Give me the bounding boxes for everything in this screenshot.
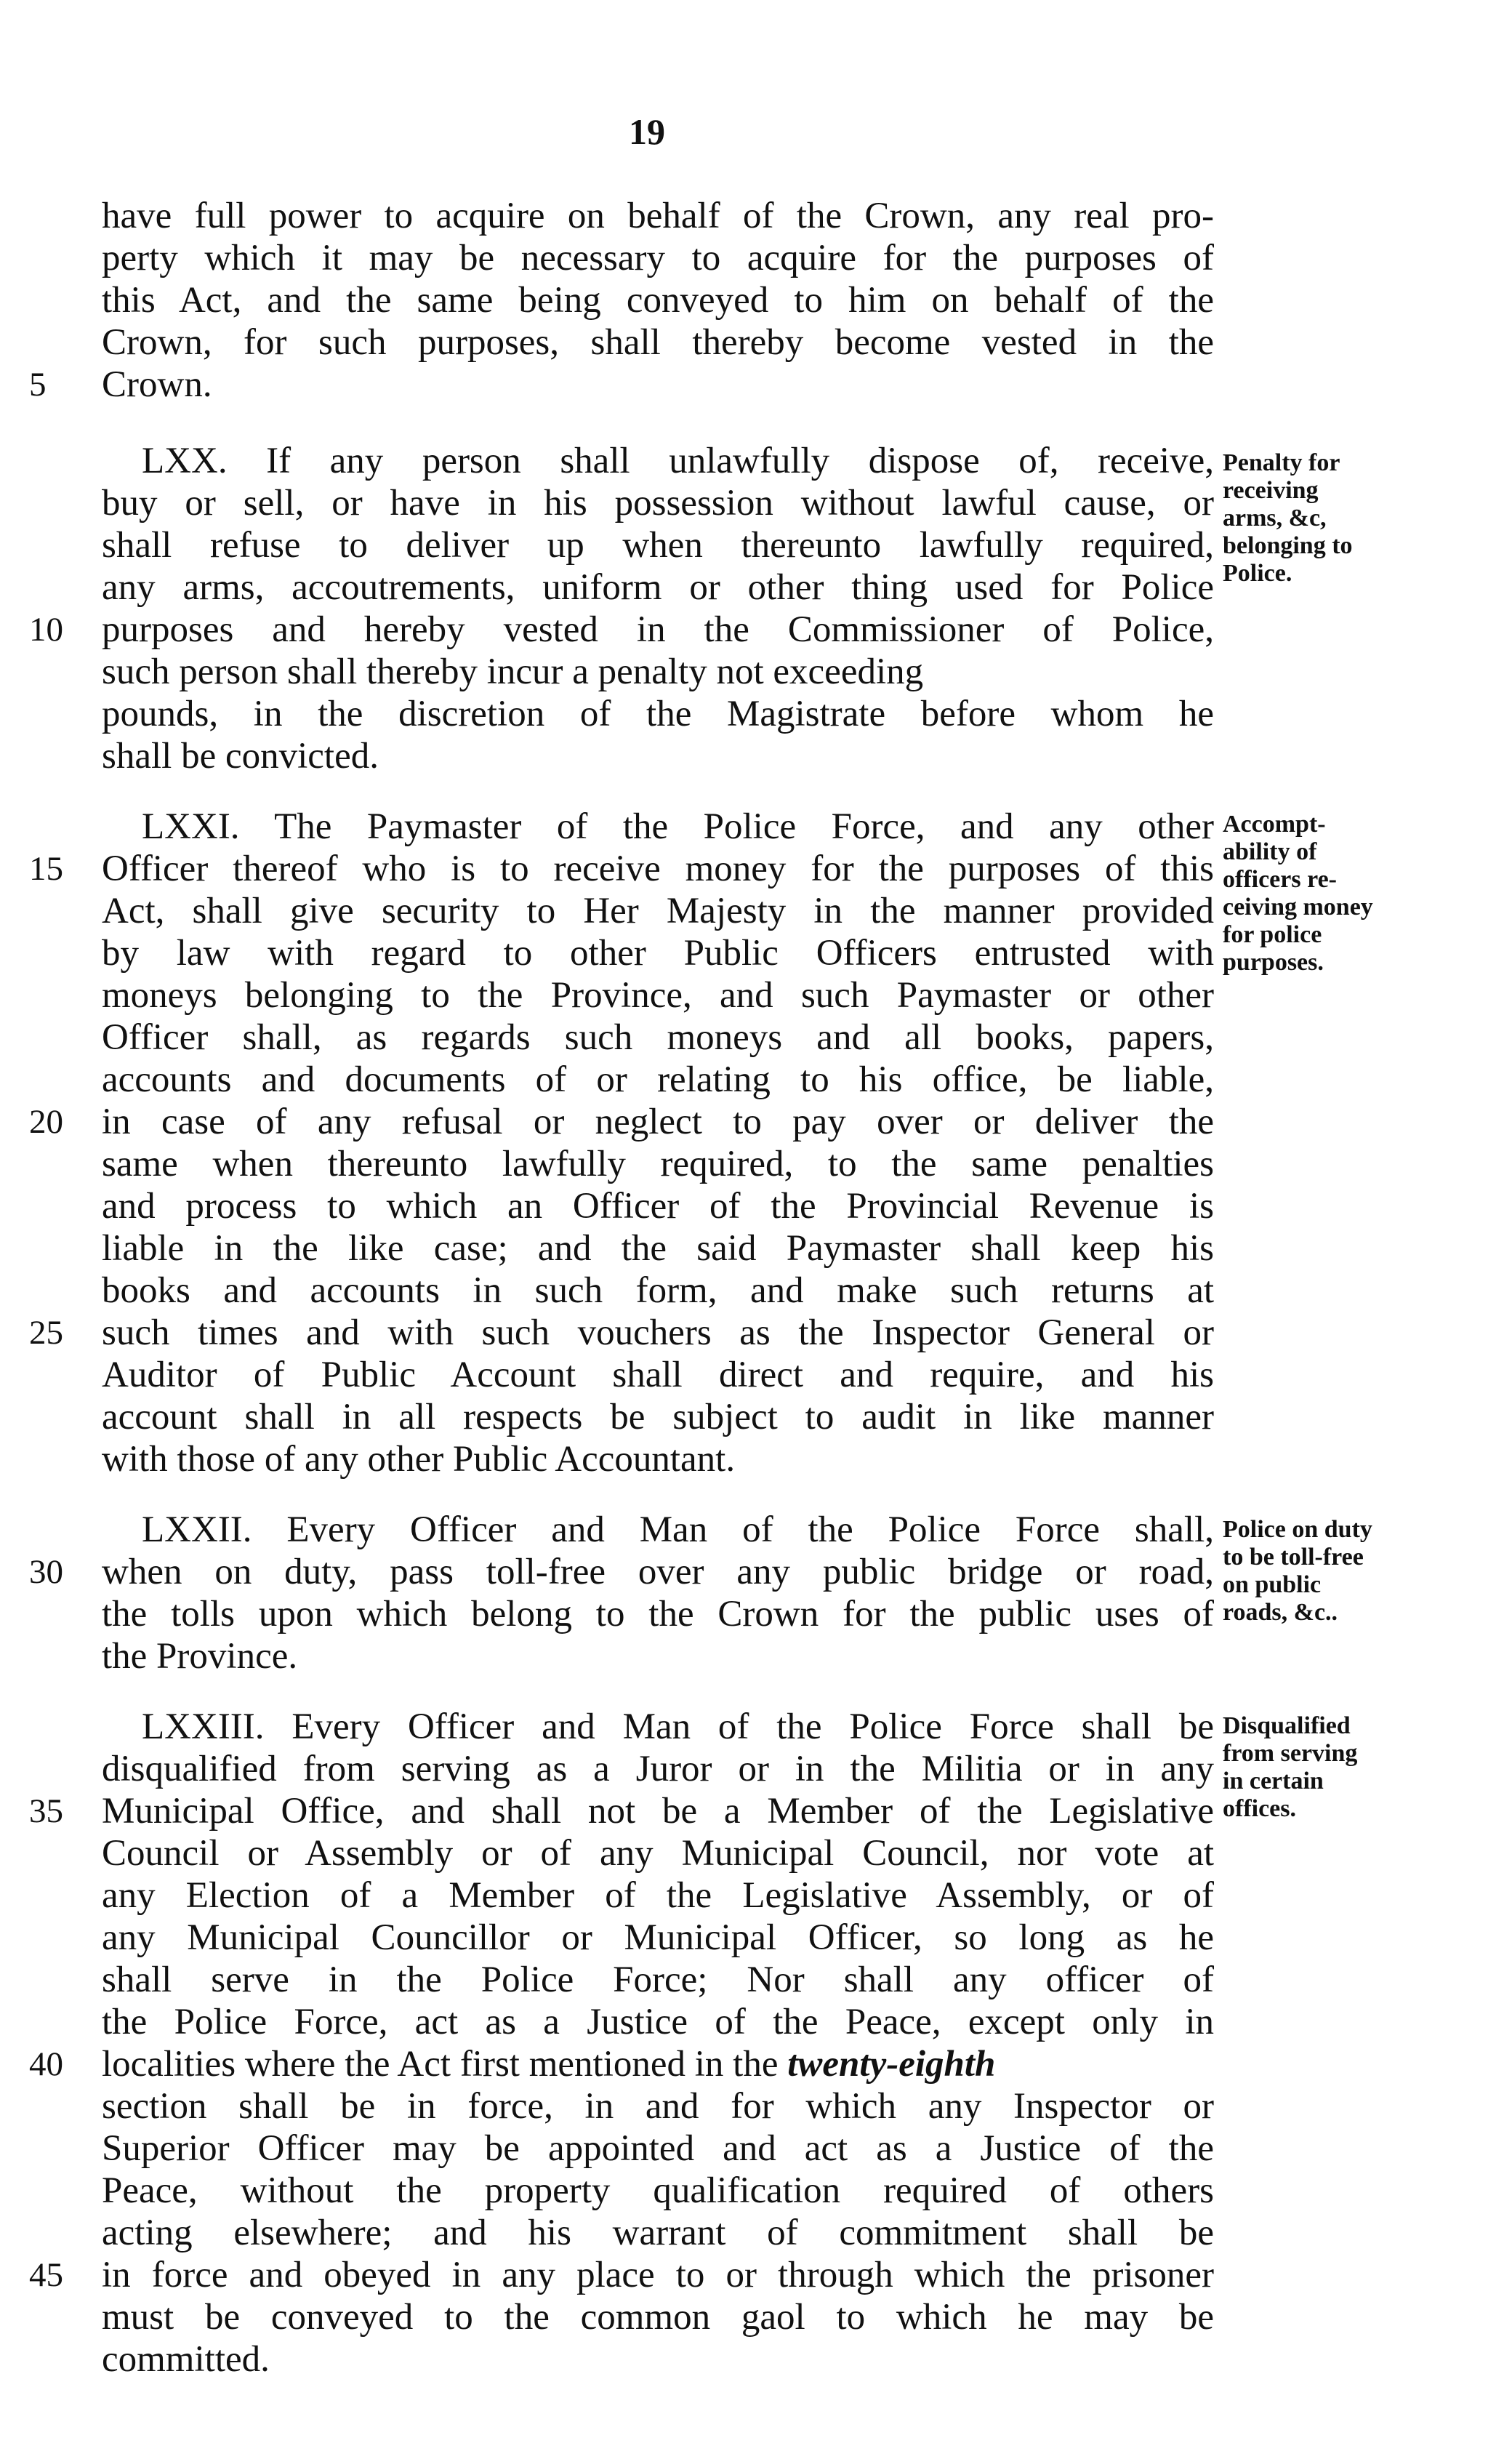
text-line: pounds, in the discretion of the Magistrate before whom he	[102, 694, 1214, 734]
text-line: Officer thereof who is to receive money for the purposes of this	[102, 849, 1214, 889]
text-line: account shall in all respects be subject to audit in like manner	[102, 1397, 1214, 1437]
text-line: buy or sell, or have in his possession without lawful cause, or	[102, 483, 1214, 524]
text-line: moneys belonging to the Province, and such Paymaster or other	[102, 975, 1214, 1016]
text-line: Municipal Office, and shall not be a Member of the Legislative	[102, 1791, 1214, 1832]
page-number: 19	[629, 111, 665, 152]
text-line: Officer shall, as regards such moneys and all books, papers,	[102, 1017, 1214, 1058]
marginal-note-line: on public	[1223, 1571, 1322, 1598]
text-line: such times and with such vouchers as the Inspector General or	[102, 1312, 1214, 1353]
text-line: acting elsewhere; and his warrant of commitment shall be	[102, 2213, 1214, 2253]
marginal-note-toll-free	[1223, 1516, 1441, 1626]
text-line: Act, shall give security to Her Majesty in the manner provided	[102, 891, 1214, 931]
text-line: the Province.	[102, 1636, 298, 1677]
text-line: in case of any refusal or neglect to pay over or deliver the	[102, 1102, 1214, 1142]
text-line: any Municipal Councillor or Municipal Officer, so long as he	[102, 1917, 1214, 1958]
text-line: shall serve in the Police Force; Nor shall any officer of	[102, 1959, 1214, 2000]
text-line: committed.	[102, 2339, 270, 2380]
marginal-note-line: ceiving money	[1223, 894, 1373, 920]
section-lxxiii-first-line: LXXIII. Every Officer and Man of the Police Force shall be	[142, 1706, 1214, 1747]
text-line: by law with regard to other Public Officers entrusted with	[102, 933, 1214, 974]
text-line: the tolls upon which belong to the Crown for the public uses of	[102, 1594, 1214, 1634]
marginal-note-line: arms, &c,	[1223, 505, 1327, 531]
marginal-note-line: for police	[1223, 921, 1322, 948]
marginal-note-line: Police on duty	[1223, 1516, 1372, 1543]
text-line: such person shall thereby incur a penalty not exceeding	[102, 651, 924, 692]
marginal-note-line: from serving	[1223, 1740, 1358, 1767]
marginal-note-disqualified	[1223, 1712, 1441, 1823]
text-line: same when thereunto lawfully required, to the same penalties	[102, 1144, 1214, 1184]
text-line: any arms, accoutrements, uniform or other thing used for Police	[102, 567, 1214, 608]
text-line: Crown.	[102, 364, 212, 405]
section-lxxii-first-line: LXXII. Every Officer and Man of the Police Force shall,	[142, 1509, 1214, 1550]
marginal-note-line: receiving	[1223, 477, 1319, 504]
text-line: Auditor of Public Account shall direct and require, and his	[102, 1355, 1214, 1395]
marginal-note-line: offices.	[1223, 1795, 1297, 1822]
line-number: 15	[29, 850, 63, 888]
section-lxx-first-line: LXX. If any person shall unlawfully dispose of, receive,	[142, 441, 1214, 481]
marginal-note-line: purposes.	[1223, 949, 1324, 976]
line-number: 25	[29, 1314, 63, 1352]
section-lxxi-first-line: LXXI. The Paymaster of the Police Force, and any other	[142, 806, 1214, 847]
text-line: books and accounts in such form, and make such returns at	[102, 1270, 1214, 1311]
text-line: and process to which an Officer of the Provincial Revenue is	[102, 1186, 1214, 1227]
marginal-note-line: Accompt-	[1223, 811, 1326, 838]
marginal-note-line: belonging to	[1223, 532, 1353, 559]
line-number: 35	[29, 1792, 63, 1830]
marginal-note-penalty	[1223, 449, 1441, 587]
text-line: perty which it may be necessary to acquire for the purposes of	[102, 238, 1214, 278]
text-line: when on duty, pass toll-free over any public bridge or road,	[102, 1552, 1214, 1592]
marginal-note-line: Police.	[1223, 560, 1292, 587]
text-line: Council or Assembly or of any Municipal Council, nor vote at	[102, 1833, 1214, 1874]
text-line: Superior Officer may be appointed and act as a Justice of the	[102, 2128, 1214, 2169]
line-number: 10	[29, 611, 63, 649]
marginal-note-line: roads, &c..	[1223, 1599, 1338, 1626]
text-line-with-italic	[102, 2043, 1214, 2085]
marginal-note-accountability	[1223, 811, 1441, 976]
text-line: disqualified from serving as a Juror or in the Militia or in any	[102, 1749, 1214, 1789]
text-line: Peace, without the property qualification required of others	[102, 2170, 1214, 2211]
text-line: liable in the like case; and the said Paymaster shall keep his	[102, 1228, 1214, 1269]
text-line-start: localities where the Act first mentioned in the	[102, 2044, 779, 2085]
text-line: the Police Force, act as a Justice of the Peace, except only in	[102, 2002, 1214, 2042]
text-line: any Election of a Member of the Legislative Assembly, or of	[102, 1875, 1214, 1916]
text-line: have full power to acquire on behalf of the Crown, any real pro-	[102, 196, 1214, 236]
line-number: 40	[29, 2045, 63, 2083]
marginal-note-line: Penalty for	[1223, 449, 1340, 476]
line-number: 5	[29, 366, 47, 404]
marginal-note-line: Disqualified	[1223, 1712, 1351, 1739]
marginal-note-line: to be toll-free	[1223, 1544, 1364, 1571]
text-line: must be conveyed to the common gaol to which he may be	[102, 2297, 1214, 2338]
italic-word: twenty-eighth	[787, 2044, 996, 2085]
text-line: this Act, and the same being conveyed to him on behalf of the	[102, 280, 1214, 321]
text-line: purposes and hereby vested in the Commissioner of Police,	[102, 609, 1214, 650]
marginal-note-line: officers re-	[1223, 866, 1337, 893]
marginal-note-line: in certain	[1223, 1768, 1324, 1794]
marginal-note-line: ability of	[1223, 838, 1317, 865]
text-line: in force and obeyed in any place to or through which the prisoner	[102, 2255, 1214, 2295]
line-number: 45	[29, 2256, 63, 2294]
text-line: shall be convicted.	[102, 736, 379, 777]
line-number: 30	[29, 1553, 63, 1591]
text-line: shall refuse to deliver up when thereunto lawfully required,	[102, 525, 1214, 566]
text-line: accounts and documents of or relating to his office, be liable,	[102, 1059, 1214, 1100]
text-line: section shall be in force, in and for which any Inspector or	[102, 2086, 1214, 2127]
text-line: Crown, for such purposes, shall thereby become vested in the	[102, 322, 1214, 363]
line-number: 20	[29, 1103, 63, 1141]
text-line: with those of any other Public Accountant.	[102, 1439, 736, 1480]
